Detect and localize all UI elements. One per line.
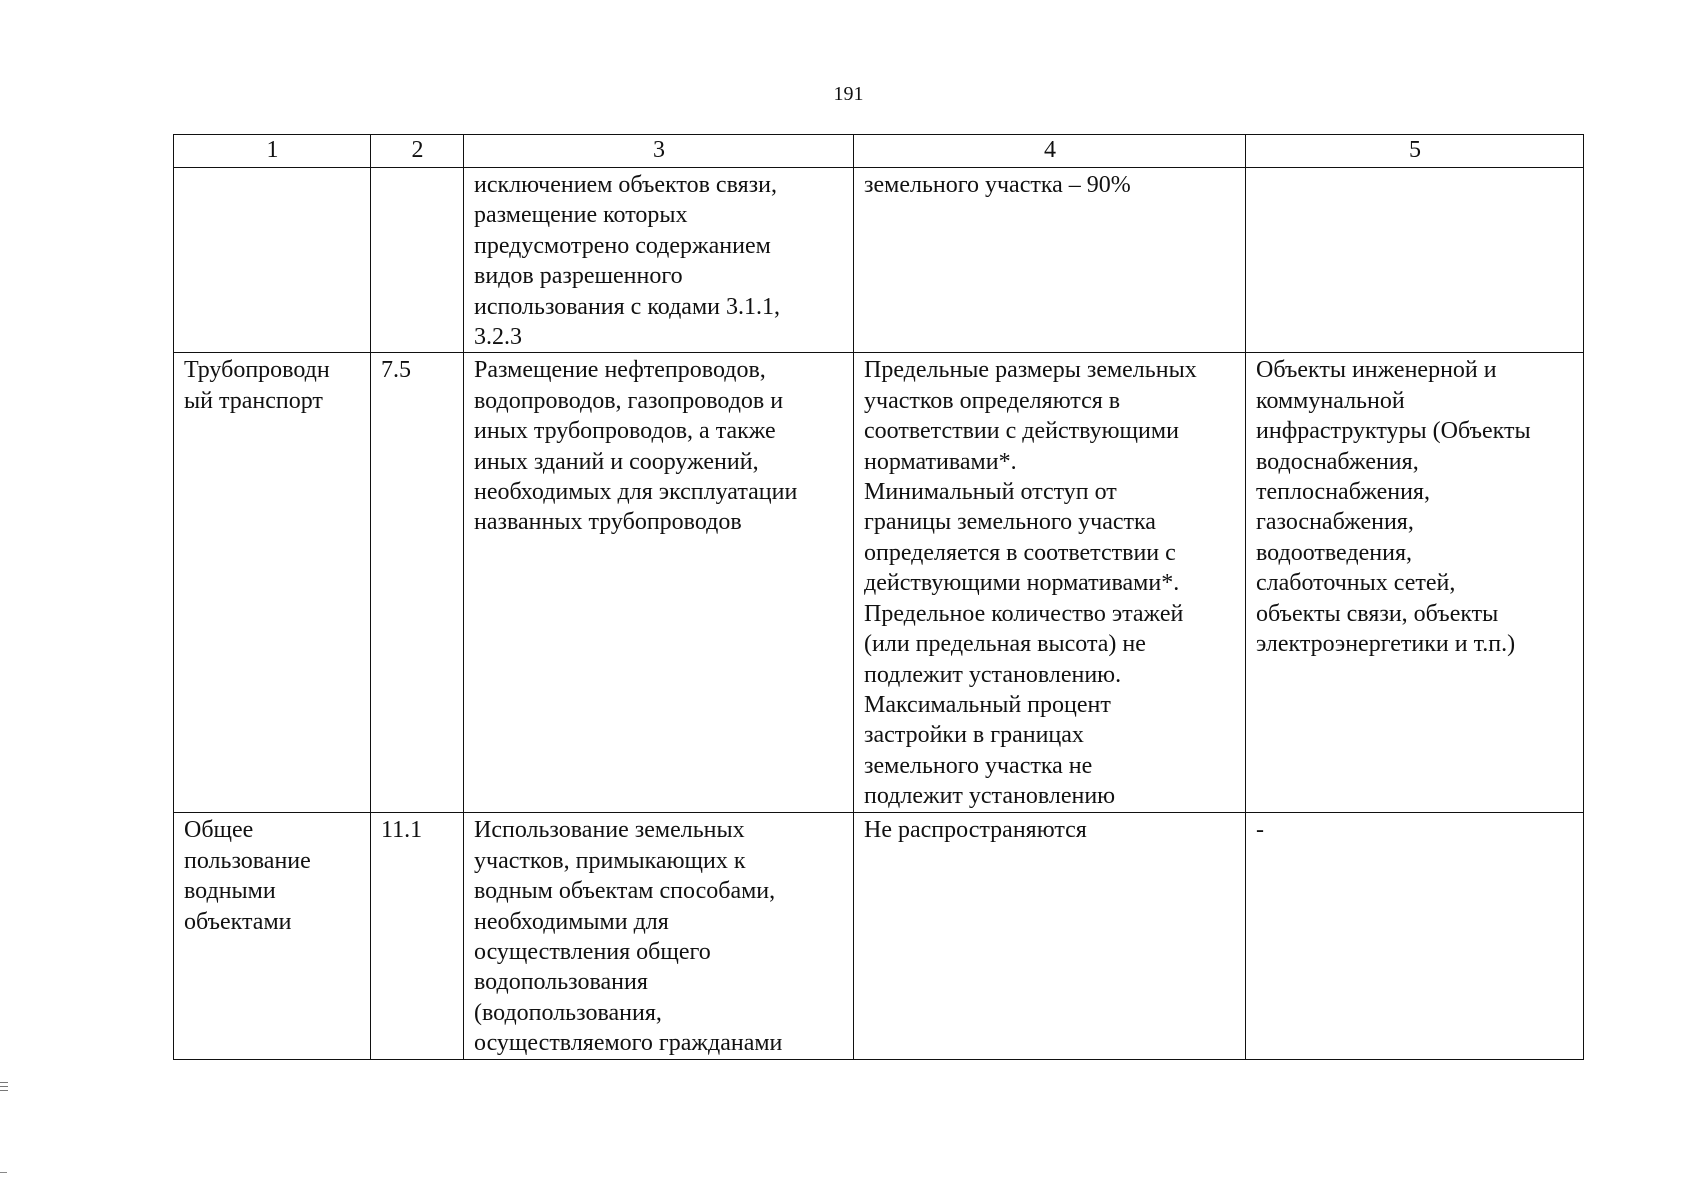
- table-row: [174, 353, 1584, 813]
- regulations-table: [173, 134, 1584, 1060]
- cell-use-code: [371, 813, 464, 1059]
- cell-text: Не распространяются: [864, 817, 1087, 844]
- cell-text: Предельные размеры земельных участков определяются в соответствии с действующими нормативами*. Минимальный отступ от границы земельного участка определяется в соответствии с действующими нормативами*. Предельное количество этажей (или предельная высота) не подлежит установлению. Максимальный процент застройки в границах земельного участка не подлежит установлению: [864, 357, 1197, 810]
- cell-text: Размещение нефтепроводов, водопроводов, газопроводов и иных трубопроводов, а также иных зданий и сооружений, необходимых для эксплуатации названных трубопроводов: [474, 357, 798, 536]
- cell-text: земельного участка – 90%: [864, 172, 1131, 198]
- cell-text: Объекты инженерной и коммунальной инфраструктуры (Объекты водоснабжения, теплоснабжения, газоснабжения, водоотведения, слаботочных сетей, объекты связи, объекты электроэнергетики и т.п.): [1256, 357, 1531, 658]
- cell-use-code: [371, 168, 464, 353]
- column-header-5: 5: [1246, 135, 1584, 168]
- cell-parameters: [854, 353, 1246, 813]
- table-row: [174, 813, 1584, 1059]
- cell-text: -: [1256, 817, 1264, 844]
- cell-allowed-objects: [1246, 168, 1584, 353]
- cell-text: 11.1: [381, 817, 423, 844]
- cell-text: 7.5: [381, 357, 411, 384]
- cell-parameters: [854, 168, 1246, 353]
- column-header-4: 4: [854, 135, 1246, 168]
- column-header-2: 2: [371, 135, 464, 168]
- scan-margin-dash: [0, 1172, 7, 1173]
- cell-use-description: [464, 168, 854, 353]
- cell-use-name: [174, 168, 371, 353]
- cell-text: Трубопроводн ый транспорт: [184, 357, 330, 414]
- column-header-1: 1: [174, 135, 371, 168]
- cell-text: Использование земельных участков, примыкающих к водным объектам способами, необходимыми для осуществления общего водопользования (водопользования, осуществляемого гражданами: [474, 817, 783, 1057]
- table-header-row: [174, 135, 1584, 168]
- cell-allowed-objects: [1246, 353, 1584, 813]
- scan-margin-mark: [0, 1082, 8, 1094]
- table-row: [174, 168, 1584, 353]
- cell-allowed-objects: [1246, 813, 1584, 1059]
- cell-use-description: [464, 813, 854, 1059]
- column-header-3: 3: [464, 135, 854, 168]
- cell-use-code: [371, 353, 464, 813]
- cell-use-name: [174, 813, 371, 1059]
- cell-use-description: [464, 353, 854, 813]
- cell-parameters: [854, 813, 1246, 1059]
- page-number: 191: [833, 83, 864, 105]
- cell-text: Общее пользование водными объектами: [184, 817, 311, 935]
- cell-text: исключением объектов связи, размещение которых предусмотрено содержанием видов разрешенного использования с кодами 3.1.1, 3.2.3: [474, 172, 780, 351]
- cell-use-name: [174, 353, 371, 813]
